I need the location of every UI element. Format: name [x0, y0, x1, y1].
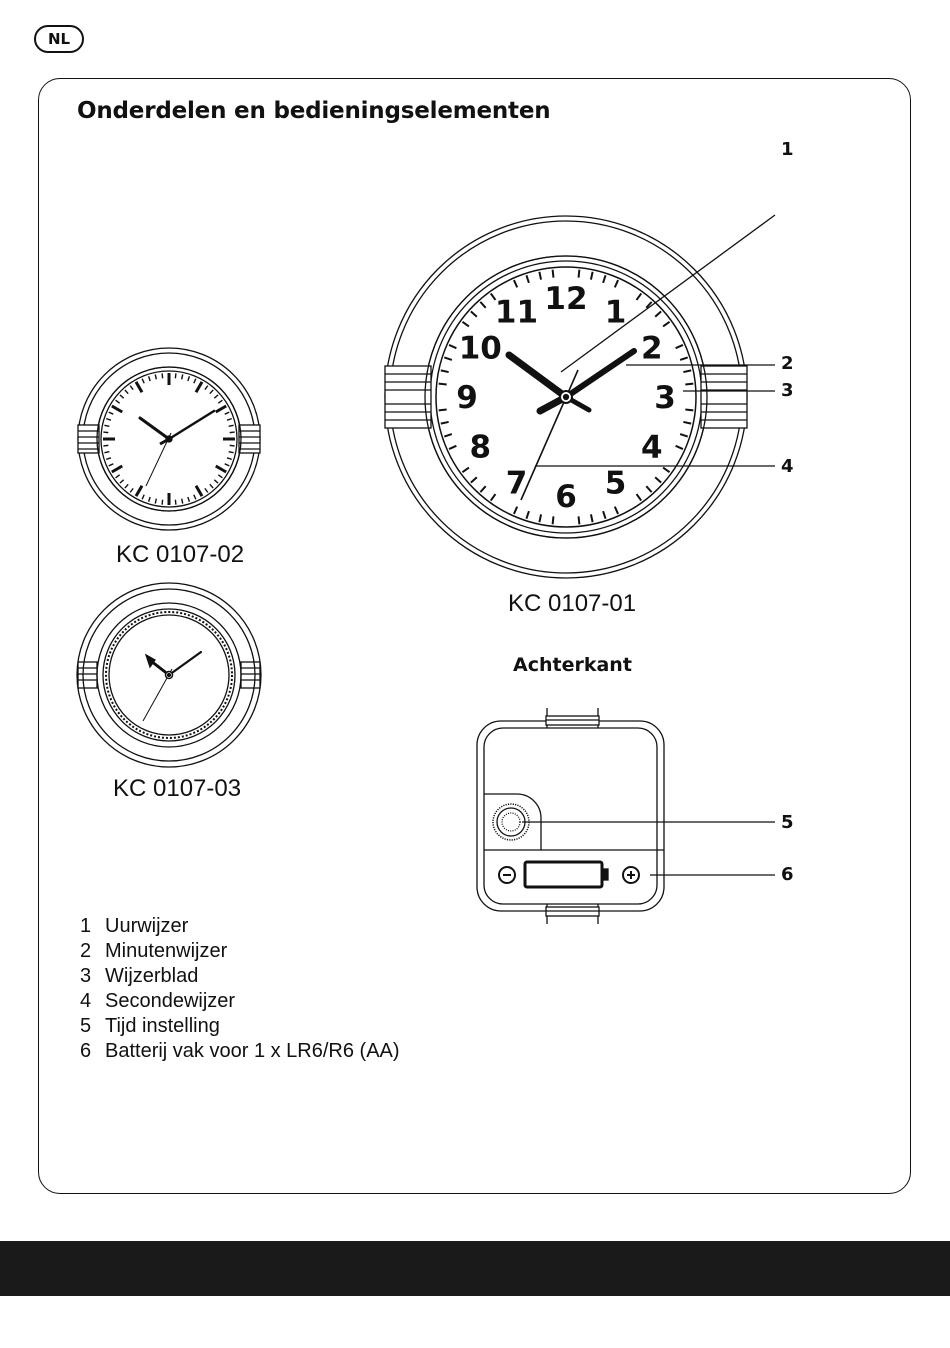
- language-badge: NL: [34, 25, 84, 53]
- minute-tick: [539, 514, 541, 522]
- minute-tick: [603, 275, 605, 283]
- minute-tick: [125, 484, 128, 488]
- minute-tick: [683, 422, 691, 424]
- minute-tick: [120, 395, 124, 398]
- hour-tick: [112, 406, 122, 412]
- back-view-heading: Achterkant: [513, 654, 632, 676]
- minute-tick: [210, 484, 213, 488]
- model-label-03: KC 0107-03: [113, 775, 242, 802]
- minute-tick: [142, 379, 144, 384]
- minute-tick: [230, 445, 235, 446]
- minute-tick: [553, 516, 554, 524]
- minute-tick: [109, 412, 114, 414]
- minute-tick: [103, 445, 108, 446]
- minute-tick: [615, 280, 618, 287]
- minute-tick: [462, 322, 468, 327]
- clock-numeral: 1: [604, 294, 627, 331]
- minute-tick: [227, 458, 232, 460]
- minute-tick: [214, 480, 218, 483]
- minute-tick: [579, 516, 580, 524]
- small-clock-02-illustration: [78, 348, 260, 530]
- minute-tick: [471, 311, 477, 316]
- minute-tick: [149, 497, 151, 502]
- minute-tick: [162, 500, 163, 505]
- minute-tick: [514, 280, 517, 287]
- minute-tick: [175, 373, 176, 378]
- hour-tick: [136, 486, 142, 496]
- minute-tick: [210, 390, 213, 394]
- minute-tick: [142, 495, 144, 500]
- hour-tick: [196, 486, 202, 496]
- minute-tick: [663, 468, 669, 473]
- clock-numeral: 9: [456, 380, 478, 416]
- hour-tick: [112, 466, 122, 472]
- minute-tick: [680, 357, 688, 359]
- main-clock-illustration: [385, 215, 775, 578]
- minute-tick: [104, 425, 109, 426]
- clock-numeral: 11: [494, 294, 539, 331]
- minute-tick: [182, 374, 183, 379]
- minute-tick: [676, 446, 683, 449]
- minute-tick: [685, 410, 693, 411]
- minute-tick: [218, 475, 222, 478]
- minute-tick: [449, 446, 456, 449]
- model-label-01: KC 0107-01: [508, 590, 637, 617]
- legend-item: 1 Uurwijzer: [80, 915, 189, 937]
- page-title: Onderdelen en bedieningselementen: [77, 98, 551, 124]
- minute-tick: [229, 452, 234, 453]
- hour-tick: [136, 382, 142, 392]
- minute-tick: [230, 432, 235, 433]
- minute-tick: [116, 475, 120, 478]
- minute-tick: [175, 500, 176, 505]
- minute-tick: [155, 499, 156, 504]
- minute-tick: [441, 370, 449, 372]
- minute-tick: [125, 390, 128, 394]
- minute-tick: [683, 370, 691, 372]
- minute-tick: [225, 464, 230, 466]
- minute-tick: [439, 410, 447, 411]
- minute-tick: [637, 494, 642, 500]
- minute-tick: [149, 376, 151, 381]
- minute-tick: [637, 293, 642, 299]
- minute-tick: [685, 384, 693, 385]
- clock-numeral: 6: [555, 479, 577, 515]
- minute-tick: [663, 322, 669, 327]
- minute-tick: [655, 311, 661, 316]
- minute-tick: [514, 507, 517, 514]
- clock-numeral: 5: [604, 465, 627, 502]
- minute-tick: [603, 511, 605, 519]
- minute-tick: [553, 270, 554, 278]
- minute-tick: [106, 419, 111, 421]
- clock-numeral: 7: [505, 465, 528, 502]
- minute-tick: [188, 497, 190, 502]
- minute-tick: [462, 468, 468, 473]
- clock-numeral: 10: [458, 330, 502, 367]
- minute-tick: [526, 511, 528, 519]
- parts-legend: [80, 914, 400, 1064]
- legend-item: 5 Tijd instelling: [80, 1015, 220, 1037]
- back-view-illustration: [477, 708, 775, 924]
- minute-tick: [130, 386, 133, 390]
- callout-6: 6: [781, 864, 794, 885]
- minute-tick: [205, 488, 208, 492]
- minute-tick: [214, 395, 218, 398]
- minute-tick: [491, 494, 496, 500]
- callout-2: 2: [781, 353, 794, 374]
- minute-tick: [162, 373, 163, 378]
- minute-tick: [103, 432, 108, 433]
- minute-tick: [526, 275, 528, 283]
- minute-tick: [130, 488, 133, 492]
- minute-tick: [109, 464, 114, 466]
- hour-tick: [216, 406, 226, 412]
- clock-numeral: 3: [654, 380, 676, 416]
- clock-numeral: 8: [469, 429, 492, 466]
- minute-tick: [591, 272, 593, 280]
- hour-tick: [196, 382, 202, 392]
- minute-tick: [182, 499, 183, 504]
- minute-tick: [104, 452, 109, 453]
- small-clock-03-illustration: [77, 583, 261, 767]
- minute-tick: [225, 412, 230, 414]
- minute-tick: [680, 434, 688, 436]
- minute-tick: [439, 384, 447, 385]
- minute-tick: [218, 400, 222, 403]
- minute-tick: [449, 345, 456, 348]
- minute-tick: [480, 302, 485, 308]
- minute-tick: [655, 477, 661, 482]
- minute-tick: [441, 422, 449, 424]
- minute-tick: [205, 386, 208, 390]
- minute-tick: [579, 270, 580, 278]
- legend-item: 4 Secondewijzer: [80, 990, 236, 1012]
- minute-tick: [194, 379, 196, 384]
- clock-numeral: 2: [640, 330, 663, 367]
- legend-item: 6 Batterij vak voor 1 x LR6/R6 (AA): [80, 1040, 400, 1062]
- minute-tick: [188, 376, 190, 381]
- clock-numeral: 12: [544, 281, 588, 317]
- footer-bar: [0, 1241, 950, 1296]
- minute-tick: [444, 357, 452, 359]
- minute-tick: [444, 434, 452, 436]
- minute-tick: [480, 486, 485, 492]
- legend-item: 2 Minutenwijzer: [80, 940, 228, 962]
- callout-5: 5: [781, 812, 794, 833]
- minute-tick: [676, 345, 683, 348]
- minute-tick: [539, 272, 541, 280]
- minute-tick: [615, 507, 618, 514]
- minute-tick: [116, 400, 120, 403]
- minute-tick: [646, 486, 651, 492]
- minute-tick: [229, 425, 234, 426]
- minute-tick: [155, 374, 156, 379]
- legend-item: 3 Wijzerblad: [80, 965, 199, 987]
- minute-tick: [106, 458, 111, 460]
- callout-1: 1: [781, 139, 794, 160]
- callout-4: 4: [781, 456, 794, 477]
- minute-tick: [120, 480, 124, 483]
- hour-tick: [216, 466, 226, 472]
- minute-tick: [591, 514, 593, 522]
- model-label-02: KC 0107-02: [116, 541, 245, 568]
- clock-numeral: 4: [640, 429, 663, 466]
- minute-tick: [194, 495, 196, 500]
- minute-tick: [471, 477, 477, 482]
- minute-tick: [227, 419, 232, 421]
- callout-3: 3: [781, 380, 794, 401]
